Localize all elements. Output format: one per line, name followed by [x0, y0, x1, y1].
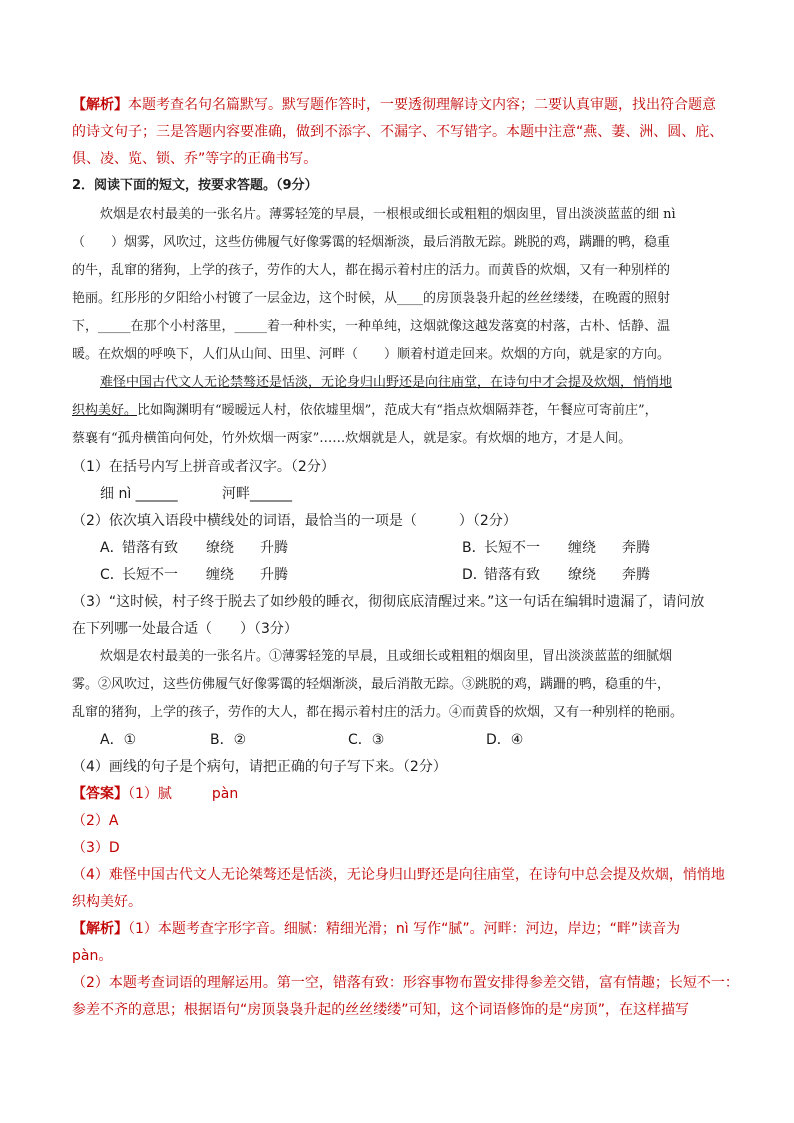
- sub-question-2: （2）依次填入语段中横线处的词语，最恰当的一项是（ ）（2分）: [72, 513, 517, 529]
- answer-tag: 【答案】: [72, 786, 128, 802]
- blank-item-a: 细 nì ______: [100, 486, 178, 502]
- prev-analysis-line-1: [72, 96, 716, 114]
- passage-line: 炊烟是农村最美的一张名片。薄雾轻笼的早晨，一根根或细长或粗粗的烟囱里，冒出淡淡蓝蓝的细 nì: [100, 207, 676, 222]
- passage-line: [72, 402, 658, 420]
- passage-line: 的牛，乱窜的猪狗，上学的孩子，劳作的大人，都在揭示着村庄的活力。而黄昏的炊烟，又有一种别样的: [72, 263, 671, 278]
- blank-item-b: 河畔______: [222, 486, 292, 502]
- option-c: C．长短不一 缠绕 升腾: [100, 567, 288, 583]
- underlined-sentence-end: 织构美好。: [72, 403, 138, 418]
- underlined-sentence: 难怪中国古代文人无论禁骜还是恬淡，无论身归山野还是向往庙堂，在诗句中才会提及炊烟，悄悄地: [100, 375, 673, 390]
- option-a: A．错落有致 缭绕 升腾: [100, 540, 288, 556]
- option-d: D．错落有致 缭绕 奔腾: [462, 567, 650, 583]
- passage-line: 雾。②风吹过，这些仿佛履气好像雾霭的轻烟渐淡，最后消散无踪。③跳脱的鸡，蹒跚的鸭，稳重的牛，: [72, 677, 671, 692]
- analysis-text: （1）本题考查字形字音。细腻：精细光滑；nì 写作“腻”。河畔：河边，岸边；“畔”读音为: [128, 921, 681, 937]
- option-d: D．④: [486, 732, 524, 748]
- passage-line: 蔡襄有“孤舟横笛向何处，竹外炊烟一两家”……炊烟就是人，就是家。有炊烟的地方，才是人间。: [72, 431, 632, 446]
- answer-1-pinyin: pàn: [211, 786, 239, 802]
- answer-1: （1）腻: [128, 786, 172, 802]
- passage-line: 下，_____在那个小村落里，_____着一种朴实，一种单纯，这烟就像这越发落寞的村落，古朴、恬静、温: [72, 319, 671, 334]
- option-b: B．②: [210, 732, 247, 748]
- option-b: B．长短不一 缠绕 奔腾: [462, 540, 650, 556]
- analysis-tag: 【解析】: [72, 97, 128, 113]
- option-a: A．①: [100, 732, 137, 748]
- analysis-tag: 【解析】: [72, 921, 128, 937]
- analysis-line-4: 参差不齐的意思；根据语句“房顶袅袅升起的丝丝缕缕”可知，这个词语修饰的是“房顶”，在这样描写: [72, 1002, 690, 1018]
- analysis-text: 本题考查名句名篇默写。默写题作答时，一要透彻理解诗文内容；二要认真审题，找出符合题意: [128, 97, 716, 113]
- answer-3: （3）D: [72, 840, 120, 856]
- analysis-line-3: （2）本题考查词语的理解运用。第一空，错落有致：形容事物布置安排得参差交错，富有情趣；长短不一：: [72, 975, 739, 991]
- passage-line: 暖。在炊烟的呼唤下，人们从山间、田里、河畔（ ）顺着村道走回来。炊烟的方向，就是家的方向。: [72, 347, 671, 362]
- question-2-title: 2．阅读下面的短文，按要求答题。（9分）: [72, 178, 318, 193]
- answer-4: （4）难怪中国古代文人无论桀骜还是恬淡，无论身归山野还是向往庙堂，在诗句中总会提及炊烟，悄悄地: [72, 867, 725, 883]
- answer-2: （2）A: [72, 813, 119, 829]
- sub-question-4: （4）画线的句子是个病句，请把正确的句子写下来。（2分）: [72, 759, 447, 775]
- answer-4-cont: 织构美好。: [72, 894, 142, 910]
- sub-question-3-cont: 在下列哪一处最合适（ ）（3分）: [72, 621, 298, 637]
- prev-analysis-line-3: 俱、凌、览、锁、乔”等字的正确书写。: [72, 151, 318, 167]
- passage-line: 乱窜的猪狗，上学的孩子，劳作的大人，都在揭示着村庄的活力。④而黄昏的炊烟，又有一种别样的艳丽。: [72, 705, 684, 720]
- analysis-line-1: [72, 920, 680, 938]
- passage-line: 炊烟是农村最美的一张名片。①薄雾轻笼的早晨，且或细长或粗粗的烟囱里，冒出淡淡蓝蓝的细腻烟: [100, 649, 673, 664]
- option-c: C．③: [348, 732, 385, 748]
- sub-question-3: （3）“这时候，村子终于脱去了如纱般的睡衣，彻彻底底清醒过来。”这一句话在编辑时遗漏了，请问放: [72, 594, 705, 610]
- passage-line: （ ）烟雾，风吹过，这些仿佛履气好像雾霭的轻烟渐淡，最后消散无踪。跳脱的鸡，蹒跚的鸭，稳重: [72, 235, 671, 250]
- prev-analysis-line-2: 的诗文句子；三是答题内容要准确，做到不添字、不漏字、不写错字。本题中注意“燕、萋、洲、圆、庇、: [72, 124, 724, 140]
- analysis-line-2: pàn。: [72, 948, 113, 964]
- passage-text: 比如陶渊明有“暧暧远人村，依依墟里烟”，范成大有“指点炊烟隔莽苍，午餐应可寄前庄”，: [137, 403, 658, 418]
- passage-line: 艳丽。红彤彤的夕阳给小村镀了一层金边，这个时候，从____的房顶袅袅升起的丝丝缕缕，在晚霞的照射: [72, 291, 671, 306]
- sub-question-1: （1）在括号内写上拼音或者汉字。（2分）: [72, 459, 335, 475]
- answer-line-1: [72, 785, 238, 803]
